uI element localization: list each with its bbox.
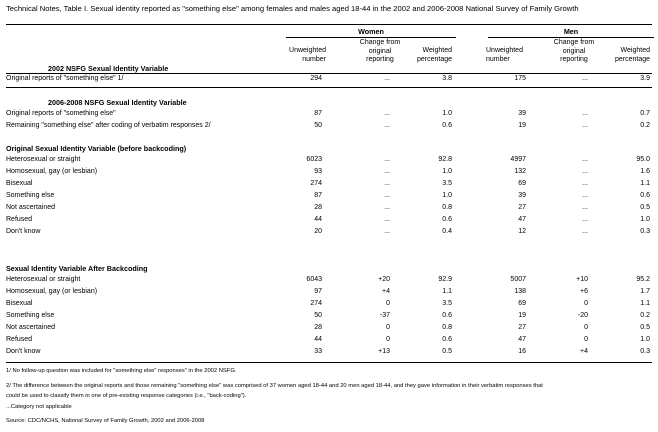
- women-unweighted-cell: 6043: [306, 276, 322, 283]
- men-unweighted-cell: 27: [518, 204, 526, 211]
- women-weighted-cell: 0.8: [442, 204, 452, 211]
- men-weighted-cell: 0.5: [640, 324, 650, 331]
- men-unweighted-cell: 19: [518, 312, 526, 319]
- men-unweighted-cell: 132: [514, 168, 526, 175]
- women-weighted-cell: 0.8: [442, 324, 452, 331]
- header-line: reporting: [560, 56, 588, 63]
- women-change-cell: ...: [384, 216, 390, 223]
- table-row: [0, 228, 658, 240]
- group-header-men: Men: [563, 27, 579, 36]
- table-row: [0, 204, 658, 216]
- men-change-cell: ...: [582, 110, 588, 117]
- table-row: [0, 288, 658, 300]
- women-weighted-cell: 1.0: [442, 110, 452, 117]
- men-weighted-cell: 1.0: [640, 216, 650, 223]
- row-label: Don't know: [6, 228, 41, 235]
- men-weighted-cell: 0.2: [640, 312, 650, 319]
- header-men-weighted: [590, 47, 650, 64]
- women-unweighted-cell: 50: [314, 122, 322, 129]
- women-weighted-cell: 0.4: [442, 228, 452, 235]
- men-change-cell: ...: [582, 216, 588, 223]
- footnote-2-cont: could be used to classify them in one of pre-existing response categories (i.e., "back-coding").: [6, 393, 247, 399]
- table-row: [0, 348, 658, 360]
- row-label: Original reports of "something else": [6, 110, 116, 117]
- men-weighted-cell: 3.9: [640, 75, 650, 82]
- table-row: [0, 192, 658, 204]
- table-row: [0, 180, 658, 192]
- men-change-cell: -20: [577, 312, 588, 319]
- men-weighted-cell: 0.3: [640, 228, 650, 235]
- section-title-after: Sexual Identity Variable After Backcoding: [6, 264, 148, 273]
- women-weighted-cell: 0.5: [442, 348, 452, 355]
- men-unweighted-cell: 175: [514, 75, 526, 82]
- header-line: Unweighted: [486, 47, 523, 54]
- table-row: [0, 336, 658, 348]
- women-change-cell: +20: [378, 276, 390, 283]
- women-unweighted-cell: 87: [314, 192, 322, 199]
- men-weighted-cell: 0.2: [640, 122, 650, 129]
- women-unweighted-cell: 274: [310, 180, 322, 187]
- women-unweighted-cell: 28: [314, 324, 322, 331]
- table-row: [0, 122, 658, 134]
- section-rule: [6, 87, 652, 88]
- women-change-cell: ...: [384, 122, 390, 129]
- men-change-cell: ...: [582, 228, 588, 235]
- header-women-weighted: [392, 47, 452, 64]
- header-line: original: [562, 47, 586, 55]
- women-change-cell: 0: [386, 336, 390, 343]
- women-change-cell: -37: [379, 312, 390, 319]
- header-line: number: [302, 55, 326, 63]
- row-label: Remaining "something else" after coding of verbatim responses 2/: [6, 122, 211, 129]
- men-change-cell: ...: [582, 180, 588, 187]
- women-weighted-cell: 0.6: [442, 336, 452, 343]
- women-change-cell: 0: [386, 300, 390, 307]
- men-weighted-cell: 95.0: [636, 156, 650, 163]
- footnote-2: 2/ The difference between the original reports and those remaining "something else" was comprised of 37 women aged 18-44 and 20 men aged 18-44, and they gave information in their verbatim responses that: [6, 383, 543, 389]
- men-weighted-cell: 1.6: [640, 168, 650, 175]
- men-change-cell: 0: [584, 300, 588, 307]
- men-unweighted-cell: 27: [518, 324, 526, 331]
- women-unweighted-cell: 93: [314, 168, 322, 175]
- women-unweighted-cell: 50: [314, 312, 322, 319]
- women-change-cell: ...: [384, 192, 390, 199]
- women-weighted-cell: 1.0: [442, 192, 452, 199]
- men-unweighted-cell: 19: [518, 122, 526, 129]
- women-change-cell: 0: [386, 324, 390, 331]
- men-change-cell: ...: [582, 168, 588, 175]
- men-change-cell: 0: [584, 336, 588, 343]
- table-title: Technical Notes, Table I. Sexual identity reported as "something else" among females and males aged 18-44 in the 2002 and 2006-2008 National Survey of Family Growth: [6, 4, 579, 13]
- men-change-cell: ...: [582, 156, 588, 163]
- men-unweighted-cell: 39: [518, 110, 526, 117]
- table-row: [0, 75, 658, 87]
- women-change-cell: ...: [384, 156, 390, 163]
- table-row: [0, 168, 658, 180]
- header-women-unweighted: [246, 47, 326, 64]
- men-weighted-cell: 0.6: [640, 192, 650, 199]
- header-variable-2002: 2002 NSFG Sexual Identity Variable: [48, 64, 169, 73]
- men-underline: [488, 37, 654, 38]
- women-unweighted-cell: 294: [310, 75, 322, 82]
- women-weighted-cell: 92.9: [438, 276, 452, 283]
- women-weighted-cell: 0.6: [442, 216, 452, 223]
- row-label: Bisexual: [6, 300, 33, 307]
- men-weighted-cell: 1.0: [640, 336, 650, 343]
- row-label: Don't know: [6, 348, 41, 355]
- women-unweighted-cell: 44: [314, 336, 322, 343]
- men-weighted-cell: 0.5: [640, 204, 650, 211]
- men-change-cell: +10: [576, 276, 588, 283]
- header-line: Change from: [553, 39, 595, 46]
- top-rule: [6, 24, 652, 25]
- table-row: [0, 300, 658, 312]
- row-label: Something else: [6, 312, 55, 319]
- row-label: Homosexual, gay (or lesbian): [6, 288, 98, 295]
- women-change-cell: ...: [384, 168, 390, 175]
- footnote-1: 1/ No follow-up question was included for "something else" responses" in the 2002 NSFG.: [6, 368, 237, 374]
- women-unweighted-cell: 97: [314, 288, 322, 295]
- header-line: Weighted: [422, 47, 452, 54]
- women-unweighted-cell: 274: [310, 300, 322, 307]
- header-line: Unweighted: [289, 47, 326, 54]
- table-row: [0, 110, 658, 122]
- men-unweighted-cell: 69: [518, 300, 526, 307]
- row-label: Homosexual, gay (or lesbian): [6, 168, 98, 175]
- row-label: Refused: [6, 336, 33, 343]
- men-weighted-cell: 95.2: [636, 276, 650, 283]
- men-change-cell: ...: [582, 122, 588, 129]
- source-note: Source: CDC/NCHS, National Survey of Family Growth, 2002 and 2006-2008: [6, 418, 205, 424]
- header-rule: [6, 73, 652, 74]
- women-change-cell: ...: [384, 204, 390, 211]
- men-unweighted-cell: 47: [518, 216, 526, 223]
- men-change-cell: 0: [584, 324, 588, 331]
- women-unweighted-cell: 20: [314, 228, 322, 235]
- women-change-cell: ...: [384, 228, 390, 235]
- men-unweighted-cell: 4997: [510, 156, 526, 163]
- header-line: Weighted: [620, 47, 650, 54]
- women-change-cell: ...: [384, 75, 390, 82]
- women-weighted-cell: 1.0: [442, 168, 452, 175]
- table-row: [0, 276, 658, 288]
- men-weighted-cell: 1.1: [640, 180, 650, 187]
- women-underline: [286, 37, 456, 38]
- group-header-women: Women: [358, 27, 384, 36]
- women-change-cell: ...: [384, 110, 390, 117]
- header-line: reporting: [366, 56, 394, 63]
- row-label: Bisexual: [6, 180, 33, 187]
- men-change-cell: +6: [580, 288, 588, 295]
- men-unweighted-cell: 5007: [510, 276, 526, 283]
- table-row: [0, 156, 658, 168]
- header-line: original: [368, 47, 392, 55]
- men-unweighted-cell: 12: [518, 228, 526, 235]
- men-unweighted-cell: 47: [518, 336, 526, 343]
- footnote-category: ...Category not applicable: [6, 404, 72, 410]
- men-change-cell: ...: [582, 192, 588, 199]
- header-line: percentage: [614, 55, 650, 63]
- women-unweighted-cell: 44: [314, 216, 322, 223]
- men-weighted-cell: 0.3: [640, 348, 650, 355]
- women-change-cell: +4: [382, 288, 390, 295]
- men-change-cell: ...: [582, 75, 588, 82]
- row-label: Heterosexual or straight: [6, 276, 81, 283]
- women-weighted-cell: 3.5: [442, 300, 452, 307]
- men-unweighted-cell: 39: [518, 192, 526, 199]
- bottom-rule: [6, 362, 652, 363]
- men-change-cell: ...: [582, 204, 588, 211]
- women-weighted-cell: 0.6: [442, 312, 452, 319]
- men-unweighted-cell: 16: [518, 348, 526, 355]
- header-line: percentage: [416, 55, 452, 63]
- section-title-before: Original Sexual Identity Variable (before backcoding): [6, 144, 187, 153]
- row-label: Not ascertained: [6, 324, 56, 331]
- women-weighted-cell: 0.6: [442, 122, 452, 129]
- table-row: [0, 324, 658, 336]
- header-line: number: [486, 55, 510, 63]
- row-label: Something else: [6, 192, 55, 199]
- men-change-cell: +4: [580, 348, 588, 355]
- row-label: Heterosexual or straight: [6, 156, 81, 163]
- table-row: [0, 216, 658, 228]
- women-unweighted-cell: 6023: [306, 156, 322, 163]
- women-weighted-cell: 3.8: [442, 75, 452, 82]
- women-unweighted-cell: 87: [314, 110, 322, 117]
- women-unweighted-cell: 28: [314, 204, 322, 211]
- men-weighted-cell: 1.1: [640, 300, 650, 307]
- women-unweighted-cell: 33: [314, 348, 322, 355]
- row-label: Not ascertained: [6, 204, 56, 211]
- row-label: Refused: [6, 216, 33, 223]
- men-unweighted-cell: 138: [514, 288, 526, 295]
- men-weighted-cell: 0.7: [640, 110, 650, 117]
- men-weighted-cell: 1.7: [640, 288, 650, 295]
- row-label: Original reports of "something else" 1/: [6, 75, 124, 82]
- table-row: [0, 312, 658, 324]
- section-title-2006: 2006-2008 NSFG Sexual Identity Variable: [48, 98, 187, 107]
- women-change-cell: +13: [378, 348, 390, 355]
- women-weighted-cell: 92.8: [438, 156, 452, 163]
- women-weighted-cell: 3.5: [442, 180, 452, 187]
- women-change-cell: ...: [384, 180, 390, 187]
- header-line: Change from: [359, 39, 401, 46]
- men-unweighted-cell: 69: [518, 180, 526, 187]
- women-weighted-cell: 1.1: [442, 288, 452, 295]
